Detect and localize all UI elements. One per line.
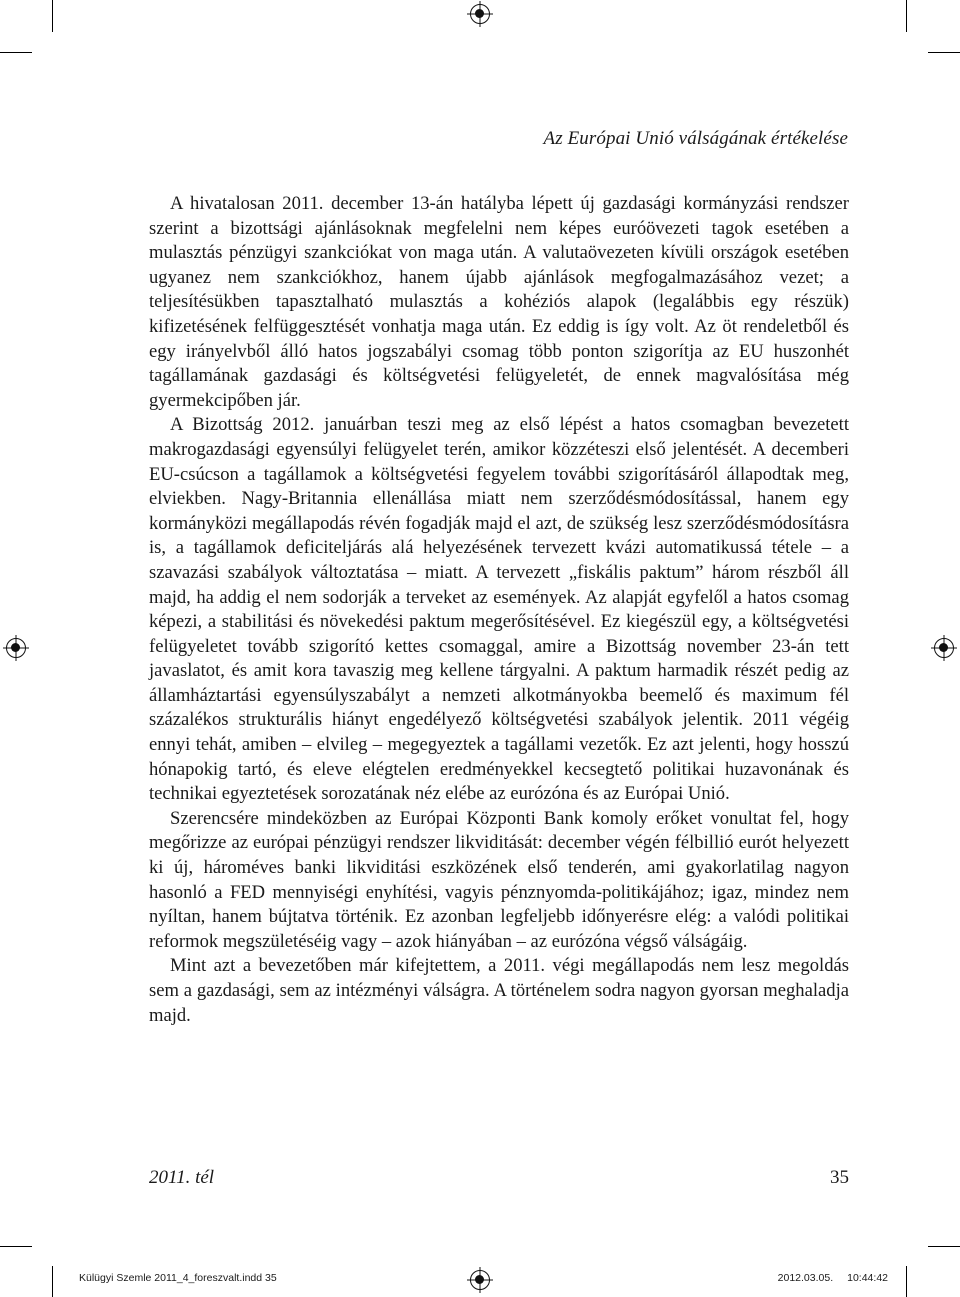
registration-mark-left-icon <box>6 638 26 658</box>
crop-mark-left-bottom <box>0 1246 32 1247</box>
crop-mark-right-bottom <box>928 1246 960 1247</box>
issue-label: 2011. tél <box>149 1167 215 1188</box>
slug-file-name: Külügyi Szemle 2011_4_foreszvalt.indd 35 <box>79 1272 277 1284</box>
registration-mark-top-icon <box>470 4 490 24</box>
body-text <box>149 192 849 1028</box>
crop-mark-left-top <box>0 52 32 53</box>
print-slug <box>79 1272 888 1288</box>
crop-mark-bottom-left <box>52 1266 53 1297</box>
page-number: 35 <box>830 1167 849 1188</box>
crop-mark-top-right <box>906 0 907 32</box>
paragraph-3: Szerencsére mindeközben az Európai Központi Bank komoly erőket vonultat fel, hogy megőrizze az európai pénzügyi rendszer likviditását: december végén félbillió eurót helyezett ki új, hároméves banki likviditási eszközének első tenderén, ami gyakorlatilag nagyon hasonló a FED mennyiségi enyhítési, vagyis pénznyomda-politikájához; igaz, mindez nem nyíltan, hanem bújtatva történik. Ez azonban legfeljebb időnyerésre elég: a valódi politikai reformok megszületéséig vagy – azok hiányában – az eurózóna végső válságáig. <box>149 807 849 952</box>
page-footer <box>149 1167 849 1189</box>
crop-mark-bottom-right <box>906 1266 907 1297</box>
paragraph-2: A Bizottság 2012. januárban teszi meg az első lépést a hatos csomagban bevezetett makrogazdasági egyensúlyi felügyelet terén, amikor közzéteszi első jelentését. A decemberi EU-csúcson a tagállamok a költségvetési fegyelem további szigorításáról állapodtak meg, elviekben. Nagy-Britannia ellenállása miatt nem szerződésmódosítással, hanem egy kormányközi megállapodás révén fogadják majd el azt, de szükség lesz szerződésmódosításra is, a tagállamok deficiteljárás alá helyezésének tervezett kvázi automatikussá tétele – a szavazási szabályok változtatása – miatt. A tervezett „fiskális paktum” három részből áll majd, ha addig el nem sodorják a terveket az események. Az alapját egyfelől a hatos csomag képezi, a stabilitási és növekedési paktum megerősítésével. Ez kiegészül egy, a költségvetési felügyeletet tovább szigorító kettes csomaggal, amire a Bizottság november 23-án tett javaslatot, és amit kora tavaszig meg kellene tárgyalni. A paktum harmadik részét pedig az államháztartási egyensúlyszabályt a nemzeti alkotmányokba beemelő és maximum fél százalékos strukturális hiányt engedélyező költségvetési szabályok jelentik. 2011 végéig ennyi tehát, amiben – elvileg – megegyeztek a tagállami vezetők. Ez azt jelenti, hogy hosszú hónapokig tartó, és eleve elégtelen eredményekkel kecsegtető politikai huzavonának és technikai egyeztetések sorozatának néz elébe az eurózóna és az Európai Unió. <box>149 414 849 805</box>
registration-mark-right-icon <box>934 638 954 658</box>
paragraph-1: A hivatalosan 2011. december 13-án hatályba lépett új gazdasági kormányzási rendszer szerint a bizottsági ajánlásoknak megfelelni nem képes euróövezeti tagok esetében a mulasztás pénzügyi szankciókat von maga után. A valutaövezeten kívüli országok esetében ugyanez nem szankciókhoz, hanem újabb ajánlások megfogalmazásához vezet; a teljesítésükben tapasztalható mulasztás a kohéziós alapok (legalábbis egy részük) kifizetésének felfüggesztését vonhatja maga után. Ez eddig is így volt. Az öt rendeletből és egy irányelvből álló hatos jogszabályi csomag több ponton szigorítja az EU huszonhét tagállamának gazdasági és költségvetési felügyeletét, de ennek magvalósítása még gyermekcipőben jár. <box>149 193 849 411</box>
slug-timestamp <box>778 1272 888 1284</box>
crop-mark-right-top <box>928 52 960 53</box>
slug-time: 10:44:42 <box>847 1272 888 1284</box>
running-head: Az Európai Unió válságának értékelése <box>543 128 848 149</box>
slug-date: 2012.03.05. <box>777 1272 834 1284</box>
paragraph-4: Mint azt a bevezetőben már kifejtettem, a 2011. végi megállapodás nem lesz megoldás sem a gazdasági, sem az intézményi válságra. A történelem sodra nagyon gyorsan meghaladja majd. <box>149 955 849 1026</box>
crop-mark-top-left <box>52 0 53 32</box>
